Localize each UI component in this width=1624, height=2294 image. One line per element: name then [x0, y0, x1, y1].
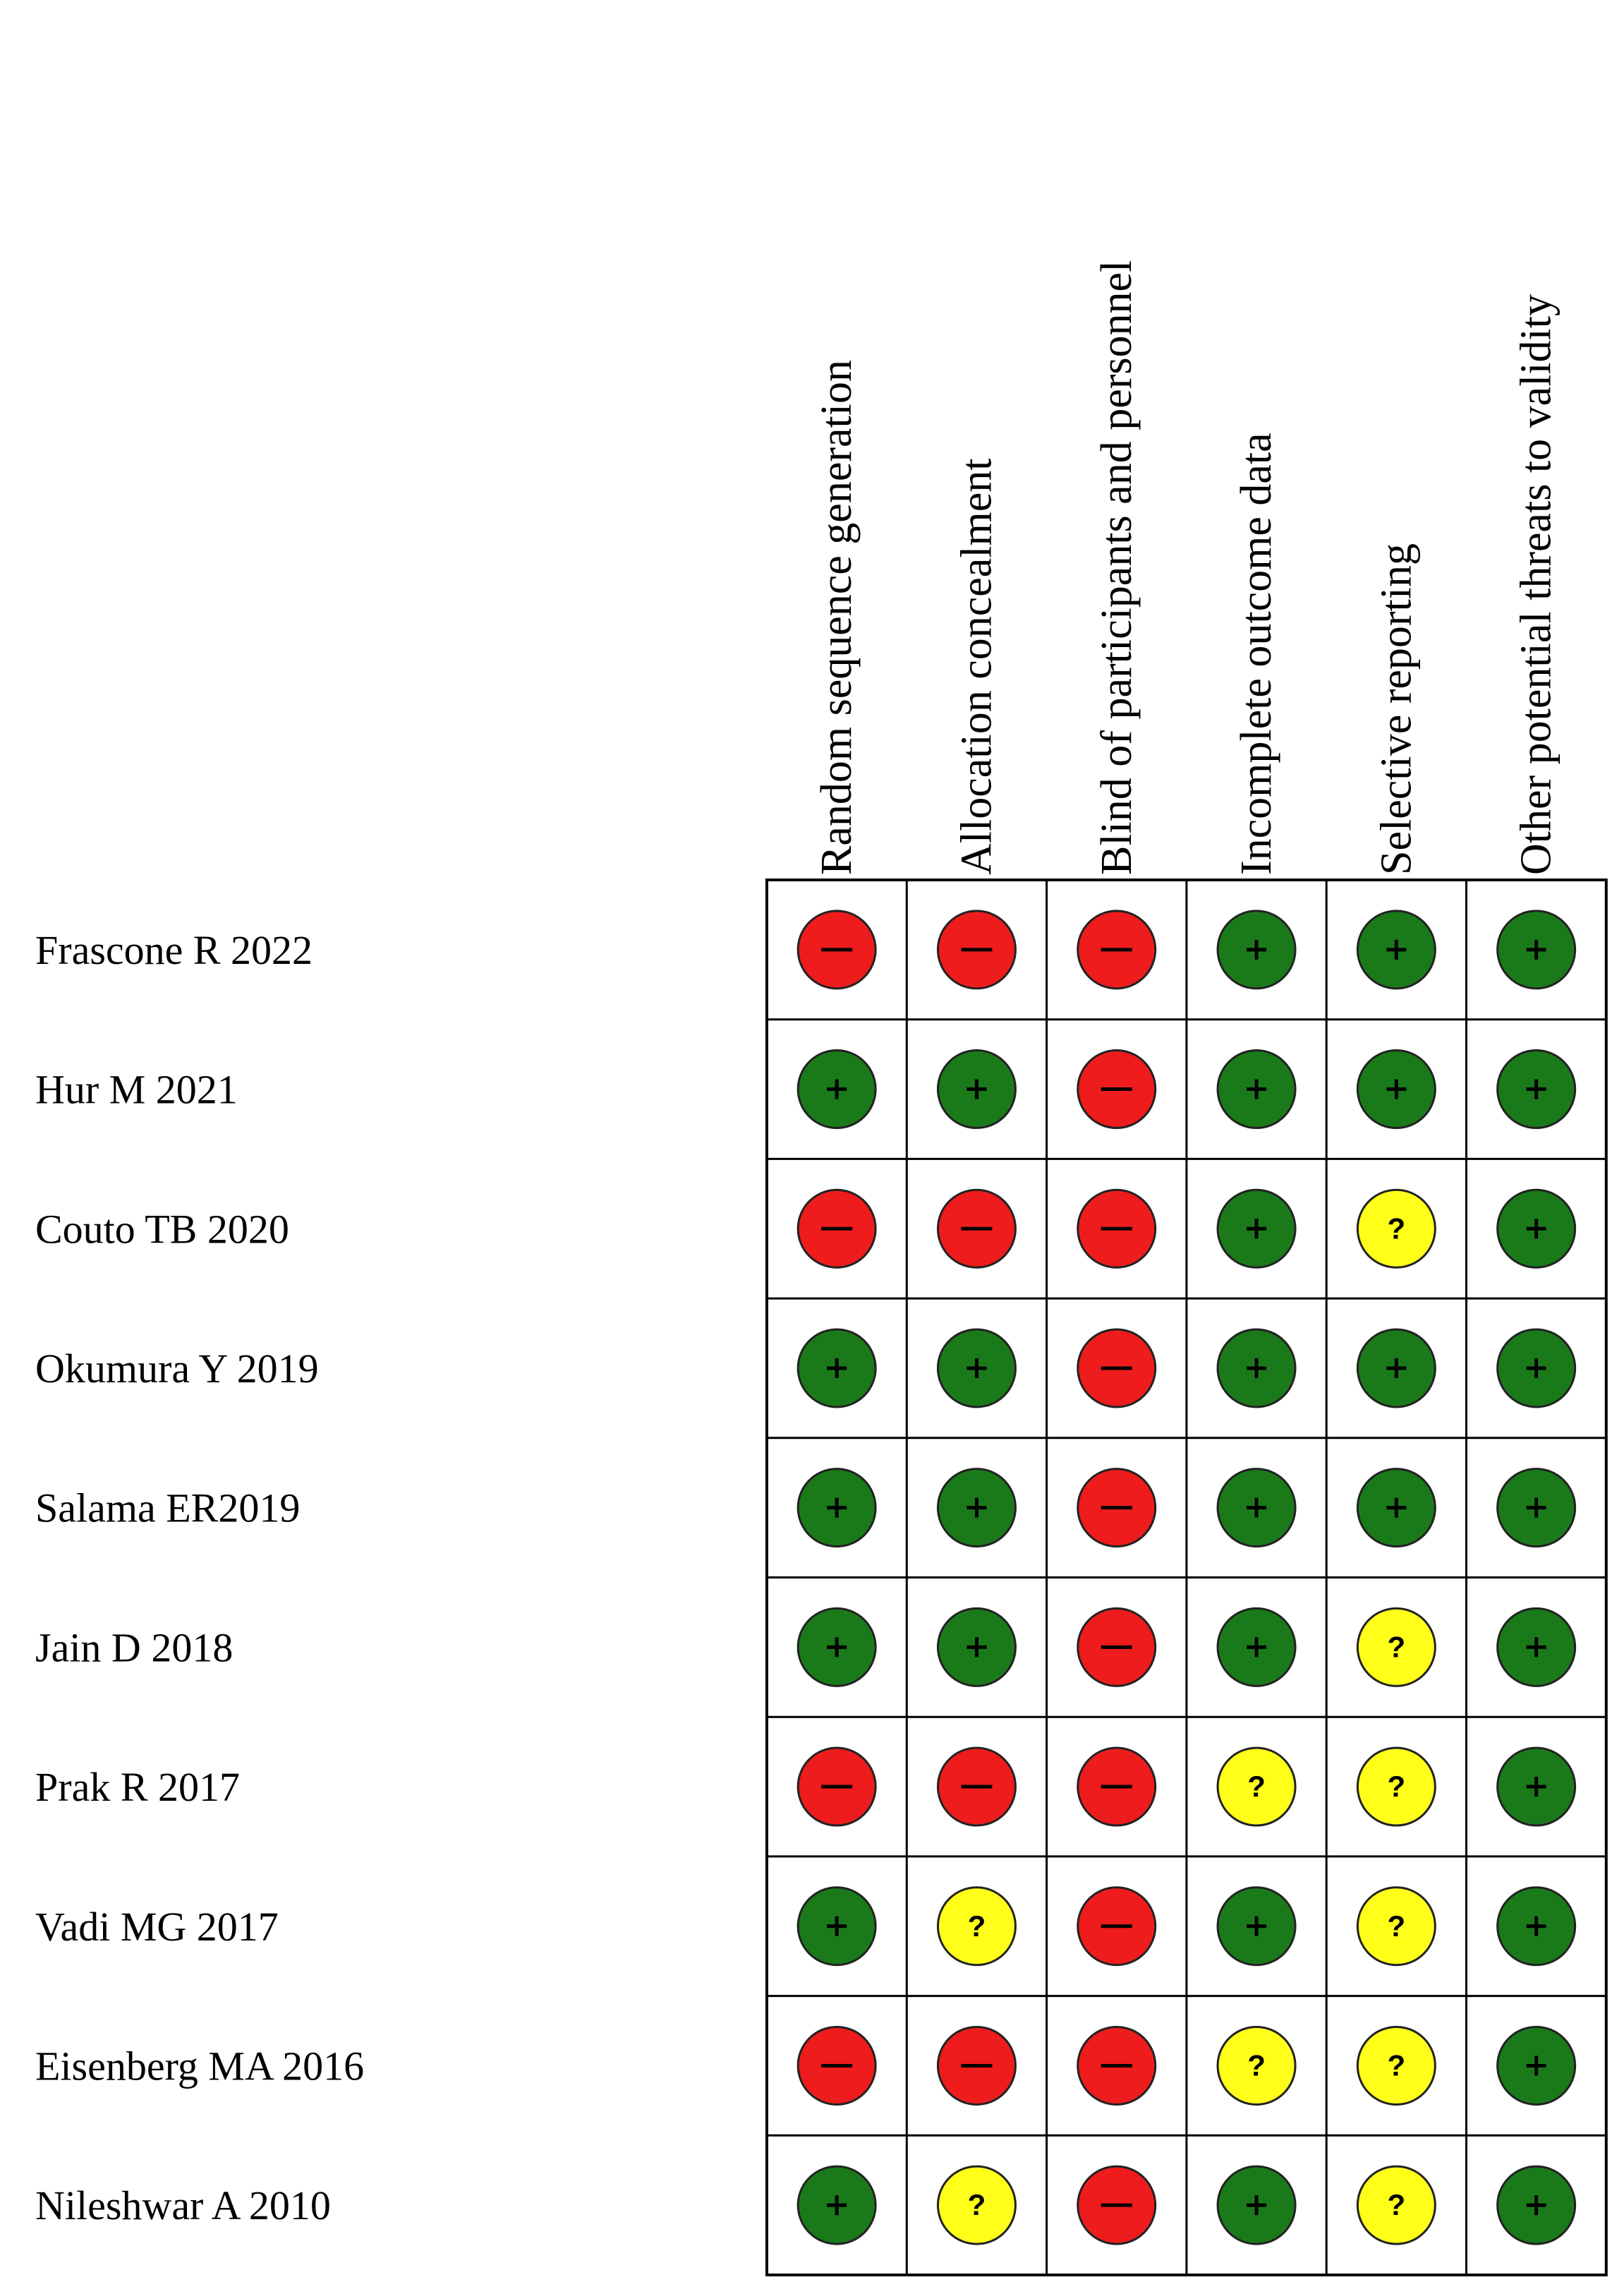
judgement-high-icon — [798, 911, 875, 989]
study-label: Prak R 2017 — [35, 1764, 240, 1811]
judgement-low-icon — [798, 1469, 875, 1547]
judgement-unclear-icon — [1218, 2027, 1295, 2104]
study-label: Nileshwar A 2010 — [35, 2183, 331, 2229]
judgement-low-icon — [938, 1051, 1015, 1128]
svg-text:?: ? — [1387, 2188, 1406, 2222]
judgement-high-icon — [1078, 1051, 1156, 1128]
judgement-high-icon — [938, 2027, 1015, 2104]
judgement-low-icon — [1498, 2166, 1575, 2244]
column-header: Random sequence generation — [813, 360, 861, 875]
judgement-high-icon — [1078, 1748, 1156, 1825]
study-label: Vadi MG 2017 — [35, 1903, 279, 1950]
judgement-low-icon — [798, 1329, 875, 1407]
judgement-low-icon — [1218, 1051, 1295, 1128]
judgement-unclear-icon — [1357, 2027, 1435, 2104]
svg-text:?: ? — [1387, 1909, 1406, 1943]
judgement-high-icon — [1078, 1190, 1156, 1267]
judgement-low-icon — [798, 1608, 875, 1686]
judgement-low-icon — [1498, 1748, 1575, 1825]
judgement-low-icon — [1218, 1888, 1295, 1965]
judgement-high-icon — [938, 911, 1015, 989]
svg-text:?: ? — [967, 1909, 986, 1943]
judgement-low-icon — [1498, 1190, 1575, 1267]
judgement-low-icon — [938, 1469, 1015, 1547]
study-label: Salama ER2019 — [35, 1485, 301, 1531]
judgement-high-icon — [798, 1748, 875, 1825]
judgement-low-icon — [1218, 1608, 1295, 1686]
svg-text:?: ? — [1247, 2048, 1266, 2082]
judgement-low-icon — [1218, 2166, 1295, 2244]
judgement-low-icon — [938, 1329, 1015, 1407]
judgement-low-icon — [1357, 1051, 1435, 1128]
judgement-high-icon — [798, 2027, 875, 2104]
judgement-unclear-icon — [1357, 1190, 1435, 1267]
row-labels — [35, 927, 364, 2228]
judgement-low-icon — [1498, 911, 1575, 989]
study-label: Okumura Y 2019 — [35, 1345, 319, 1392]
column-header: Blind of participants and personnel — [1092, 260, 1141, 875]
judgement-low-icon — [1218, 1329, 1295, 1407]
svg-text:?: ? — [1387, 2048, 1406, 2082]
judgement-low-icon — [1218, 911, 1295, 989]
column-header: Incomplete outcome data — [1232, 433, 1281, 875]
judgement-unclear-icon — [938, 1888, 1015, 1965]
judgement-low-icon — [1357, 911, 1435, 989]
svg-text:?: ? — [1387, 1212, 1406, 1245]
judgement-high-icon — [1078, 1888, 1156, 1965]
column-header: Allocation concealment — [952, 458, 1001, 875]
judgement-high-icon — [1078, 1608, 1156, 1686]
column-header: Selective reporting — [1372, 543, 1421, 875]
column-header: Other potential threats to validity — [1512, 294, 1561, 875]
judgement-high-icon — [1078, 1329, 1156, 1407]
judgement-low-icon — [798, 1888, 875, 1965]
study-label: Hur M 2021 — [35, 1066, 238, 1113]
judgement-low-icon — [1357, 1329, 1435, 1407]
judgement-low-icon — [1357, 1469, 1435, 1547]
study-label: Couto TB 2020 — [35, 1206, 289, 1252]
judgement-low-icon — [798, 1051, 875, 1128]
judgement-low-icon — [798, 2166, 875, 2244]
judgement-unclear-icon — [1357, 1608, 1435, 1686]
column-headers — [813, 260, 1560, 875]
judgement-high-icon — [938, 1190, 1015, 1267]
study-label: Jain D 2018 — [35, 1624, 234, 1671]
judgement-low-icon — [1498, 1608, 1575, 1686]
judgement-low-icon — [1218, 1190, 1295, 1267]
judgement-low-icon — [1498, 1888, 1575, 1965]
judgement-low-icon — [938, 1608, 1015, 1686]
svg-text:?: ? — [1387, 1770, 1406, 1804]
study-label: Frascone R 2022 — [35, 926, 313, 973]
svg-text:?: ? — [1387, 1630, 1406, 1664]
judgement-unclear-icon — [1357, 2166, 1435, 2244]
study-label: Eisenberg MA 2016 — [35, 2043, 365, 2089]
svg-text:?: ? — [967, 2188, 986, 2222]
judgement-low-icon — [1498, 1051, 1575, 1128]
judgement-low-icon — [1498, 1469, 1575, 1547]
judgement-unclear-icon — [1357, 1748, 1435, 1825]
svg-text:?: ? — [1247, 1770, 1266, 1804]
judgement-high-icon — [1078, 2166, 1156, 2244]
judgement-high-icon — [1078, 911, 1156, 989]
judgement-high-icon — [798, 1190, 875, 1267]
judgement-low-icon — [1498, 2027, 1575, 2104]
judgement-low-icon — [1498, 1329, 1575, 1407]
judgement-low-icon — [1218, 1469, 1295, 1547]
judgement-high-icon — [938, 1748, 1015, 1825]
judgement-grid — [767, 880, 1606, 2275]
judgement-unclear-icon — [938, 2166, 1015, 2244]
judgement-unclear-icon — [1218, 1748, 1295, 1825]
judgement-high-icon — [1078, 1469, 1156, 1547]
judgement-high-icon — [1078, 2027, 1156, 2104]
judgement-unclear-icon — [1357, 1888, 1435, 1965]
